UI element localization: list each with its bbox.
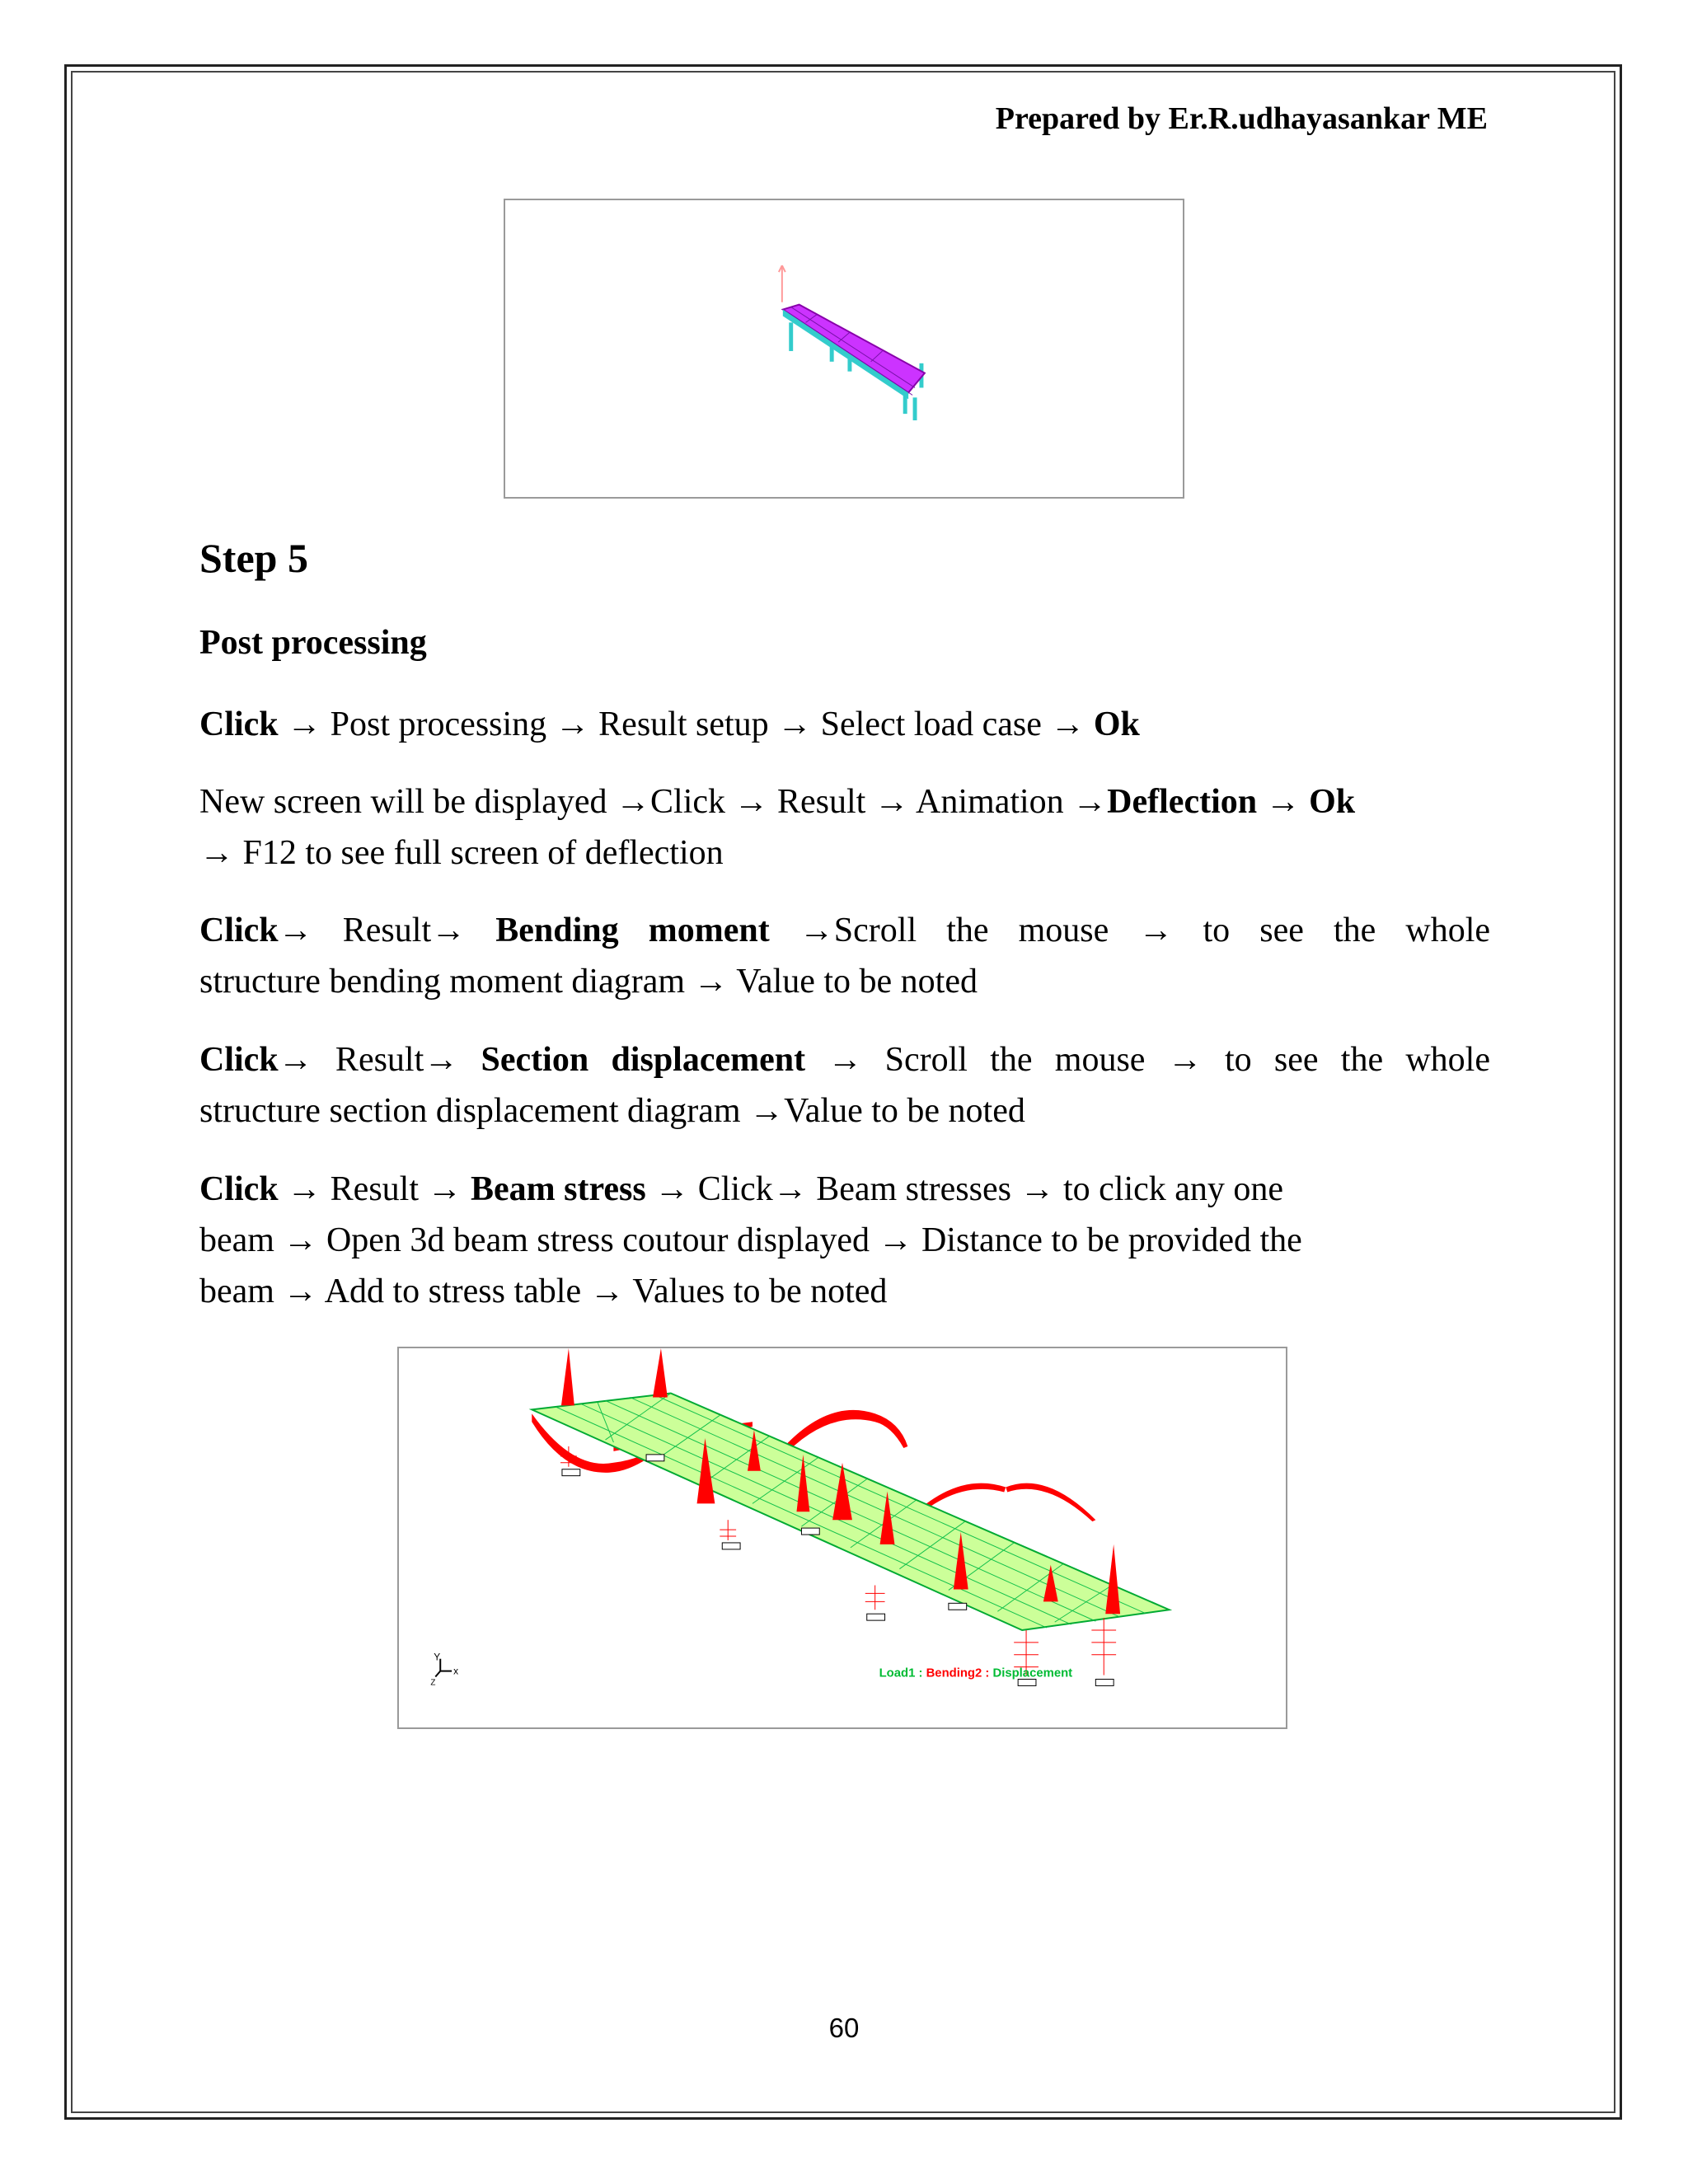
- instruction-text: → Click→ Beam stresses → to click any one: [645, 1170, 1284, 1208]
- keyword-click: Click: [199, 1170, 279, 1208]
- keyword-click: Click: [199, 705, 279, 743]
- axis-z-label: Z: [430, 1678, 436, 1688]
- instruction-text: structure bending moment diagram → Value to be noted: [199, 963, 978, 1001]
- keyword-beam-stress: Beam stress: [471, 1170, 646, 1208]
- header-author: Prepared by Er.R.udhayasankar ME: [995, 101, 1488, 136]
- instruction-text: → F12 to see full screen of deflection: [199, 834, 724, 872]
- keyword-ok: Ok: [1309, 783, 1356, 821]
- instruction-paragraph-3: [199, 905, 1490, 1007]
- structure-model-figure: [504, 199, 1184, 499]
- step-subheading: Post processing: [199, 624, 427, 662]
- instruction-text: → Result →: [278, 1170, 471, 1208]
- instruction-text: New screen will be displayed →Click → Result → Animation →: [199, 783, 1108, 821]
- instruction-paragraph-1: [199, 699, 1490, 750]
- instruction-text: → Scroll the mouse → to see the whole: [805, 1041, 1490, 1079]
- legend-load: Load1 :: [879, 1666, 926, 1680]
- legend-displacement: Displacement: [992, 1666, 1073, 1680]
- keyword-ok: Ok: [1093, 705, 1140, 743]
- instruction-text: → Post processing → Result setup → Select load case →: [278, 705, 1094, 743]
- instruction-text: → Result→: [278, 1041, 481, 1079]
- instruction-text: beam → Add to stress table → Values to be noted: [199, 1272, 888, 1310]
- instruction-text: → Result→: [278, 912, 496, 949]
- instruction-text: beam → Open 3d beam stress coutour displayed → Distance to be provided the: [199, 1221, 1302, 1259]
- axis-y-label: Y: [434, 1651, 441, 1663]
- keyword-click: Click: [199, 1041, 279, 1079]
- step-heading: Step 5: [199, 535, 308, 581]
- bending-moment-figure: [397, 1347, 1287, 1729]
- keyword-deflection: Deflection: [1107, 783, 1258, 821]
- instruction-arrow: →: [1257, 783, 1310, 821]
- instruction-paragraph-5: [199, 1164, 1490, 1317]
- keyword-click: Click: [199, 912, 279, 949]
- svg-text:Load1 : Bending2 : Displacemen: [879, 1667, 1073, 1680]
- keyword-bending-moment: Bending moment: [495, 912, 770, 949]
- keyword-section-displacement: Section displacement: [481, 1041, 806, 1079]
- legend-bending: Bending2 :: [926, 1666, 993, 1680]
- instruction-text: structure section displacement diagram →Value to be noted: [199, 1092, 1025, 1130]
- instruction-paragraph-4: [199, 1034, 1490, 1137]
- axis-x-label: x: [453, 1665, 459, 1677]
- page-number: 60: [828, 2013, 860, 2043]
- instruction-text: →Scroll the mouse → to see the whole: [769, 912, 1491, 949]
- instruction-paragraph-2: [199, 776, 1490, 879]
